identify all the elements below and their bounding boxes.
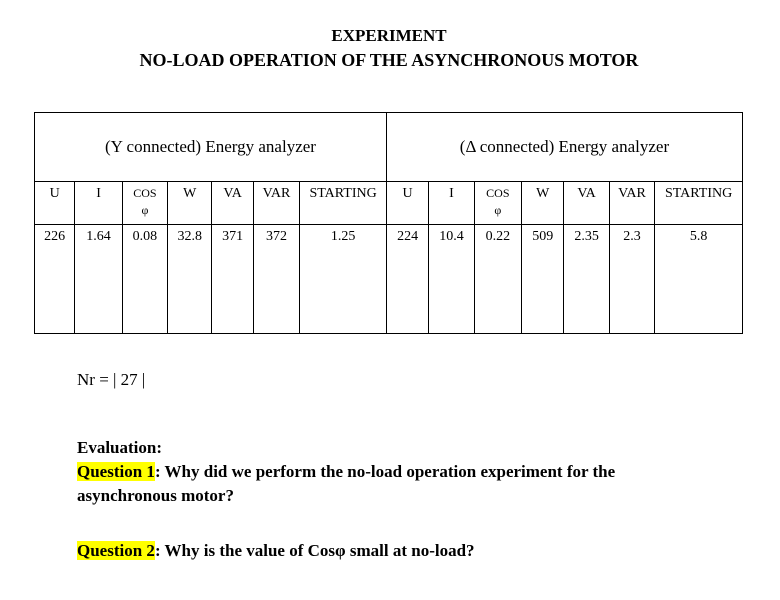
cell-d-i: 10.4 (429, 225, 474, 334)
cos-label: COS (133, 186, 157, 200)
cell-y-w: 32.8 (168, 225, 212, 334)
evaluation-section (77, 436, 717, 508)
group-delta-connected: (Δ connected) Energy analyzer (386, 113, 742, 182)
document-title: EXPERIMENT (331, 26, 447, 45)
cell-y-va: 371 (212, 225, 253, 334)
cell-y-var: 372 (253, 225, 299, 334)
col-header-d-w: W (522, 182, 564, 225)
document-subtitle: NO-LOAD OPERATION OF THE ASYNCHRONOUS MOTOR (139, 50, 639, 70)
question-2-label: Question 2 (77, 541, 155, 560)
phi-symbol: φ (141, 203, 149, 217)
question-1-text: : Why did we perform the no-load operation experiment for the asynchronous motor? (77, 462, 616, 505)
column-header-row (35, 182, 743, 225)
col-header-d-va: VA (564, 182, 609, 225)
col-header-y-starting: STARTING (300, 182, 387, 225)
cell-y-i: 1.64 (75, 225, 122, 334)
cos-label: COS (486, 186, 510, 200)
col-header-y-w: W (168, 182, 212, 225)
col-header-d-starting: STARTING (655, 182, 743, 225)
measurement-table (34, 112, 743, 334)
col-header-y-va: VA (212, 182, 253, 225)
cell-d-starting: 5.8 (655, 225, 743, 334)
group-y-connected: (Y connected) Energy analyzer (35, 113, 387, 182)
question-1-label: Question 1 (77, 462, 155, 481)
cell-y-u: 226 (35, 225, 75, 334)
col-header-d-u: U (386, 182, 428, 225)
question-2-text: : Why is the value of Cosφ small at no-load? (154, 541, 475, 560)
question-1 (77, 460, 717, 508)
col-header-y-u: U (35, 182, 75, 225)
col-header-d-cos (474, 182, 521, 225)
question-2 (77, 539, 717, 563)
table-row (35, 225, 743, 334)
evaluation-heading: Evaluation: (77, 438, 163, 457)
col-header-y-var: VAR (253, 182, 299, 225)
cell-d-cos: 0.22 (474, 225, 521, 334)
cell-y-cos: 0.08 (122, 225, 167, 334)
col-header-y-i: I (75, 182, 122, 225)
nr-value: Nr = | 27 | (77, 370, 146, 389)
cell-d-va: 2.35 (564, 225, 609, 334)
cell-d-w: 509 (522, 225, 564, 334)
col-header-d-i: I (429, 182, 474, 225)
col-header-d-var: VAR (609, 182, 654, 225)
cell-y-starting: 1.25 (300, 225, 387, 334)
cell-d-u: 224 (386, 225, 428, 334)
col-header-y-cos (122, 182, 167, 225)
group-header-row (35, 113, 743, 182)
cell-d-var: 2.3 (609, 225, 654, 334)
phi-symbol: φ (494, 203, 502, 217)
